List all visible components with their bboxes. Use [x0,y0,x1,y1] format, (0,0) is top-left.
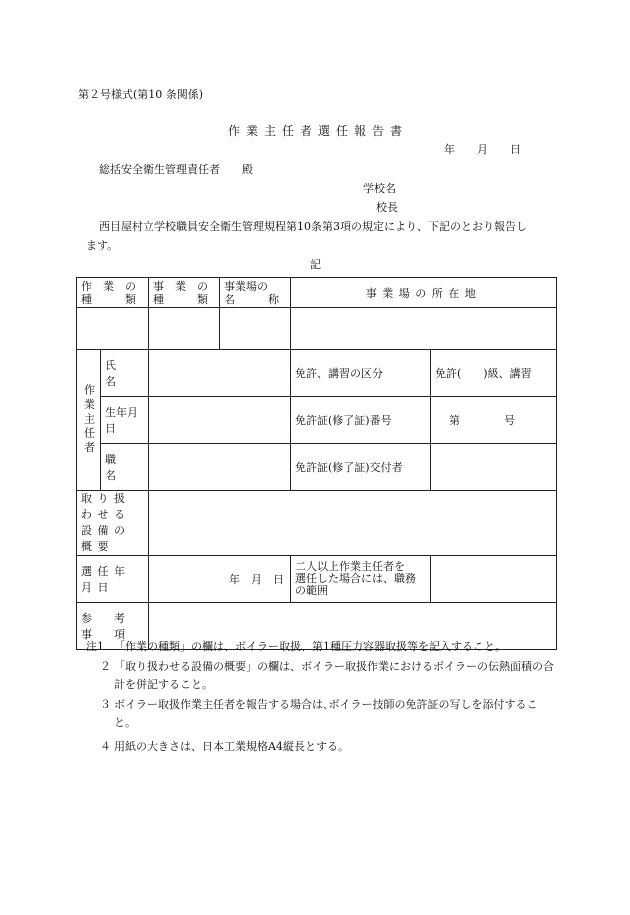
date-line: 年 月 日 [444,143,521,156]
name-field[interactable] [149,350,291,397]
note-item: ３ ボイラー取扱作業主任者を報告する場合は､ボイラー技師の免許証の写しを添付すること。 [100,698,538,729]
note-item: 注1 「作業の種類」の欄は、ボイラー取扱、第1種圧力容器取扱等を記入すること。 [86,640,506,653]
table-header-row [77,278,557,308]
equipment-label: 取り扱わせる 設備の概要 [77,491,149,556]
license-number-label: 免許証(修了証)番号 [291,397,431,444]
license-issuer-label: 免許証(修了証)交付者 [291,444,431,491]
license-class-value: 免許( )級、講習 [431,350,557,397]
birth-date-field[interactable] [149,397,291,444]
appointment-date-value: 年 月 日 [149,556,291,603]
license-issuer-field[interactable] [431,444,557,491]
workplace-address-field[interactable] [291,308,557,350]
note-item: ４ 用紙の大きさは、日本工業規格A4縦長とする。 [100,740,349,753]
equipment-field[interactable] [149,491,557,556]
license-number-value: 第 号 [431,397,557,444]
notes-section [86,638,556,758]
table-row [77,491,557,556]
table-row [77,444,557,491]
table-row [77,556,557,603]
ki-label: 記 [310,258,321,271]
addressee: 総括安全衛生管理責任者 殿 [99,163,253,176]
document-title: 作業主任者選任報告書 [228,124,409,138]
remarks-label: 参 考 事 項 [77,603,149,650]
table-row [77,397,557,444]
name-label: 氏 名 [101,350,149,397]
position-field[interactable] [149,444,291,491]
license-class-label: 免許、講習の区分 [291,350,431,397]
scope-label: 二人以上作業主任者を 選任した場合には、職務 の範囲 [291,556,431,603]
scope-field[interactable] [431,556,557,603]
chief-label: 作業主任者 [77,350,101,491]
business-type-header: 事 業 の 種 類 [149,278,220,308]
business-type-field[interactable] [149,308,220,350]
body-text-line1: 西目屋村立学校職員安全衛生管理規程第10条第3項の規定により、下記のとおり報告し [99,220,527,233]
principal-label: 校長 [376,201,398,214]
note-item: ２ 「取り扱わせる設備の概要」の欄は、ボイラー取扱作業におけるボイラーの伝熱面積の合計を併記すること。 [100,660,554,691]
workplace-name-field[interactable] [220,308,291,350]
table-row [77,350,557,397]
form-number: 第２号様式(第10 条関係) [78,88,204,101]
birth-date-label: 生年月日 [101,397,149,444]
report-table [76,277,557,650]
work-type-field[interactable] [77,308,149,350]
table-row [77,308,557,350]
workplace-name-header: 事業場の 名 称 [220,278,291,308]
body-text-line2: ます。 [86,239,119,252]
position-label: 職 名 [101,444,149,491]
workplace-address-header: 事業場の所在地 [291,278,557,308]
appointment-date-label: 選任年月日 [77,556,149,603]
school-name-label: 学校名 [363,182,396,195]
work-type-header: 作 業 の 種 類 [77,278,149,308]
